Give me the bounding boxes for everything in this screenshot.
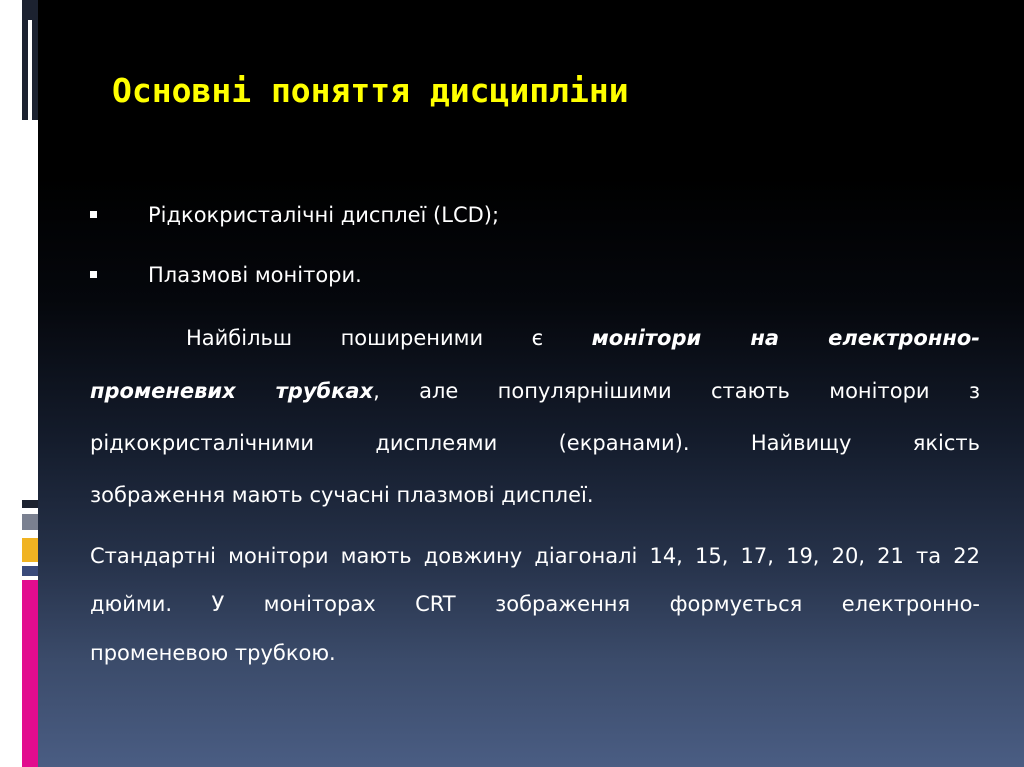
decorative-bar bbox=[22, 566, 38, 576]
decorative-bar bbox=[22, 500, 38, 508]
paragraph2-line2: дюйми. У моніторах CRT зображення формується електронно- bbox=[90, 592, 980, 616]
decorative-bar bbox=[22, 514, 38, 530]
decorative-bar bbox=[28, 20, 32, 120]
paragraph1-line3: рідкокристалічними дисплеями (екранами). Найвищу якість bbox=[90, 431, 980, 455]
slide-title: Основні поняття дисципліни bbox=[112, 71, 629, 110]
bullet-item-lcd bbox=[90, 195, 980, 235]
decorative-bar bbox=[22, 538, 38, 562]
decorative-bars bbox=[22, 0, 38, 767]
bullet-text: Рідкокристалічні дисплеї (LCD); bbox=[148, 203, 500, 227]
paragraph1-line4: зображення мають сучасні плазмові дисплеї. bbox=[90, 483, 594, 507]
square-bullet-icon bbox=[90, 211, 97, 218]
decorative-bar bbox=[22, 580, 38, 767]
paragraph1-line2 bbox=[90, 371, 980, 411]
paragraph2-line1: Стандартні монітори мають довжину діагоналі 14, 15, 17, 19, 20, 21 та 22 bbox=[90, 544, 980, 568]
paragraph-text: , але популярнішими стають монітори з bbox=[373, 379, 981, 403]
emphasized-text: монітори на електронно- bbox=[591, 326, 981, 350]
square-bullet-icon bbox=[90, 271, 97, 278]
paragraph-text: Найбільш поширеними є bbox=[186, 326, 592, 350]
emphasized-text: променевих трубках bbox=[90, 379, 374, 403]
bullet-item-plasma bbox=[90, 255, 980, 295]
bullet-text: Плазмові монітори. bbox=[148, 263, 362, 287]
paragraph2-line3: променевою трубкою. bbox=[90, 641, 336, 665]
paragraph1-line1 bbox=[90, 318, 980, 358]
